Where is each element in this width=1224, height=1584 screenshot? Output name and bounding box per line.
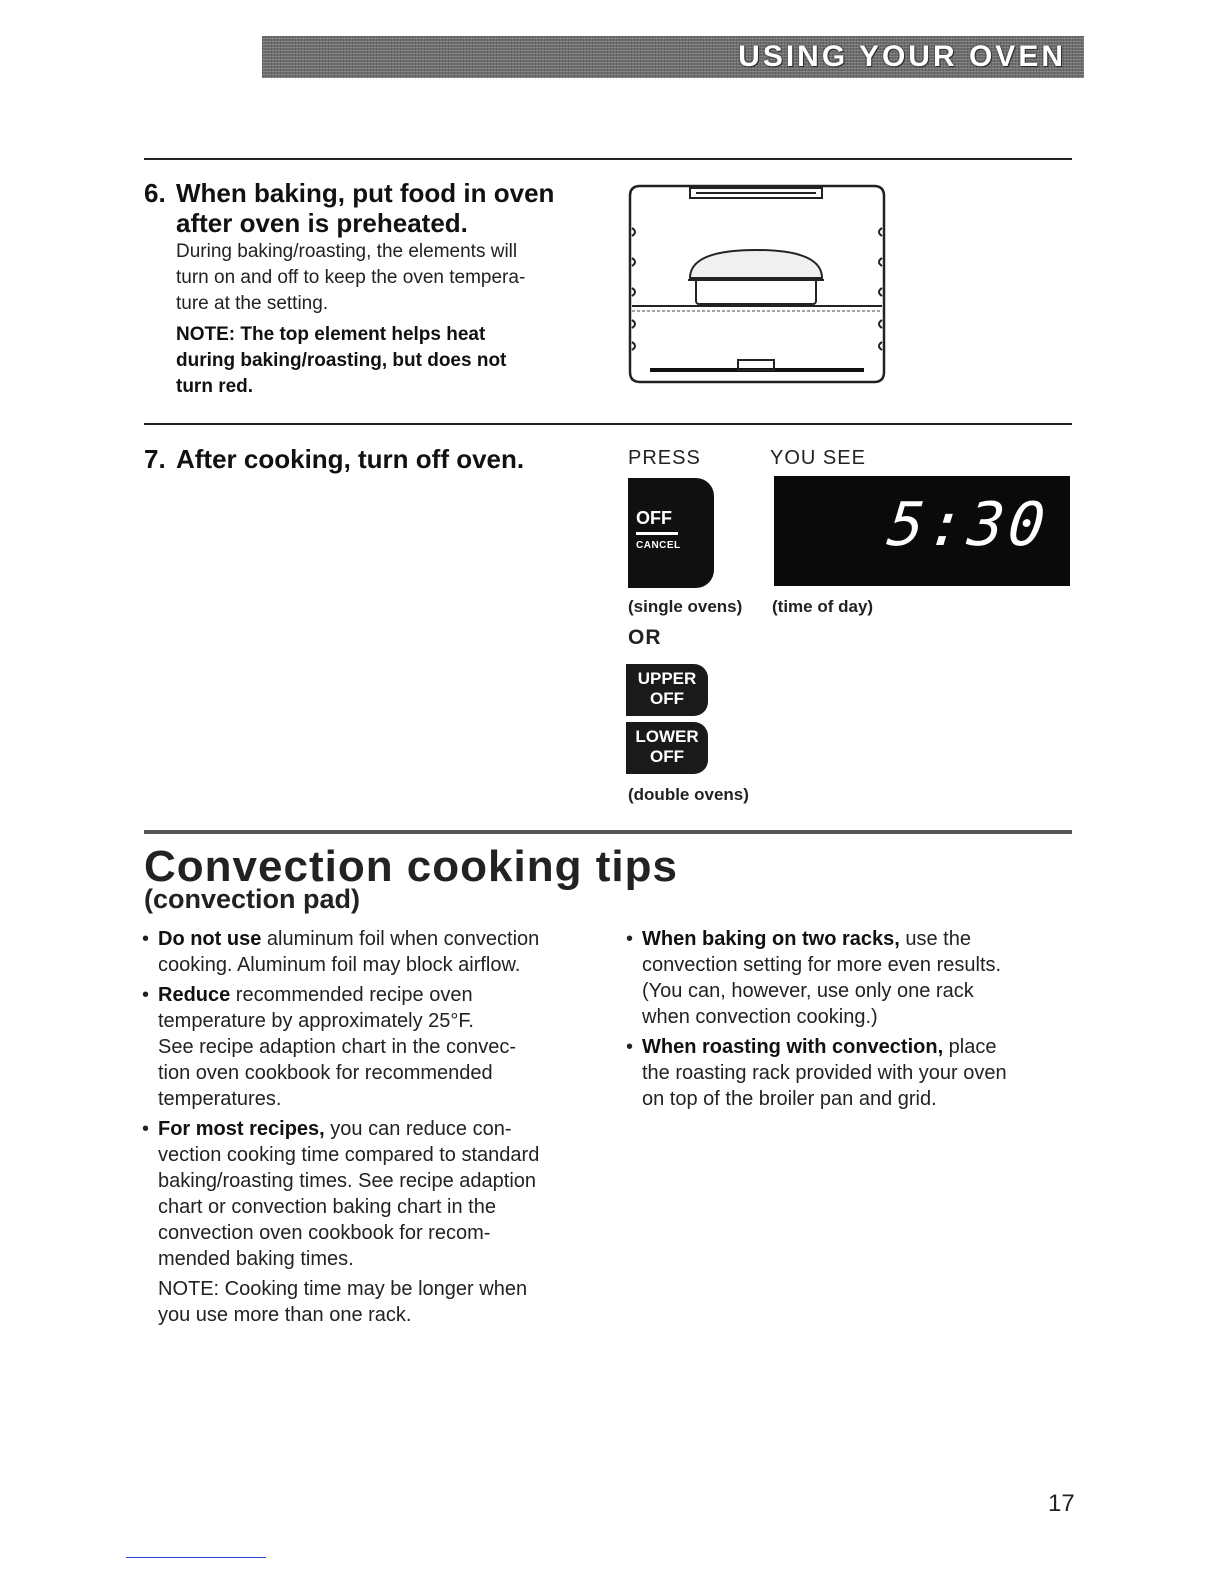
page-number: 17: [1048, 1490, 1075, 1517]
convection-note: [142, 1276, 602, 1328]
step6-note: [176, 322, 596, 400]
step6-body-line: During baking/roasting, the elements will: [176, 241, 518, 262]
divider-top: [144, 158, 1072, 160]
step7-heading: [144, 444, 524, 474]
off-pad-divider: [636, 532, 678, 535]
tip-text: place: [943, 1036, 997, 1058]
tip-text: temperature by approximately 25°F.: [158, 1010, 474, 1032]
header-title: USING YOUR OVEN: [738, 40, 1066, 73]
bullet-dot-icon: •: [626, 928, 634, 950]
clock-display: [774, 476, 1070, 586]
off-cancel-pad[interactable]: [628, 478, 714, 588]
upper-pad-off-label: OFF: [650, 689, 684, 708]
step6-body: [176, 239, 596, 317]
step6-heading: [144, 178, 554, 238]
cancel-pad-label: CANCEL: [636, 540, 681, 551]
bullet-dot-icon: •: [142, 1118, 150, 1140]
lower-pad-label: LOWER: [635, 727, 699, 746]
divider-middle: [144, 423, 1072, 425]
tip-text: aluminum foil when convection: [261, 928, 540, 950]
step7-number: 7.: [144, 444, 166, 474]
tip-text: the roasting rack provided with your oven: [642, 1062, 1007, 1084]
tip-item: [626, 926, 1076, 1030]
tip-text: vection cooking time compared to standard: [158, 1144, 540, 1166]
time-of-day-caption: (time of day): [772, 597, 874, 616]
tip-text: cooking. Aluminum foil may block airflow.: [158, 954, 521, 976]
tip-text: mended baking times.: [158, 1248, 354, 1270]
tip-text: tion oven cookbook for recommended: [158, 1062, 493, 1084]
single-ovens-caption: (single ovens): [628, 597, 743, 616]
tip-text: baking/roasting times. See recipe adaption: [158, 1170, 537, 1192]
step6-note-line: turn red.: [176, 376, 254, 397]
step6-heading-line1: When baking, put food in oven: [176, 178, 555, 208]
step6-number: 6.: [144, 178, 166, 208]
note-text: you use more than one rack.: [158, 1304, 412, 1326]
left-tips-column: [142, 926, 602, 1328]
tip-text: you can reduce con-: [324, 1118, 512, 1140]
step6-heading-line2: after oven is preheated.: [176, 208, 468, 238]
tip-text: (You can, however, use only one rack: [642, 980, 974, 1002]
section-title: Convection cooking tips: [144, 842, 678, 891]
tip-text: chart or convection baking chart in the: [158, 1196, 496, 1218]
tip-text: convection oven cookbook for recom-: [158, 1222, 491, 1244]
right-tips-column: [626, 926, 1076, 1116]
display-value: 5:30: [883, 490, 1052, 560]
note-text: Cooking time may be longer when: [219, 1278, 528, 1300]
bullet-dot-icon: •: [142, 984, 150, 1006]
tip-text: temperatures.: [158, 1088, 282, 1110]
tip-text: recommended recipe oven: [230, 984, 473, 1006]
tip-text: when convection cooking.): [642, 1006, 878, 1028]
divider-section: [144, 830, 1072, 834]
section-subtitle: (convection pad): [144, 884, 361, 914]
oven-cavity-illustration: [626, 180, 888, 386]
step6-note-line: during baking/roasting, but does not: [176, 350, 507, 371]
off-pad-label: OFF: [636, 508, 672, 528]
lower-pad-off-label: OFF: [650, 747, 684, 766]
step7-heading-text: After cooking, turn off oven.: [176, 444, 525, 474]
lower-off-pad[interactable]: [626, 722, 708, 774]
tip-item: [142, 1116, 602, 1272]
tip-text: on top of the broiler pan and grid.: [642, 1088, 937, 1110]
tip-bold: Reduce: [158, 984, 231, 1006]
upper-pad-label: UPPER: [637, 669, 697, 688]
tip-text: See recipe adaption chart in the convec-: [158, 1036, 516, 1058]
or-label: OR: [628, 626, 662, 649]
tip-bold: When baking on two racks,: [642, 928, 900, 950]
tip-bold: For most recipes,: [158, 1118, 325, 1140]
tip-text: use the: [899, 928, 971, 950]
tip-bold: When roasting with convection,: [642, 1036, 944, 1058]
tip-item: [626, 1034, 1076, 1112]
tip-text: convection setting for more even results.: [642, 954, 1002, 976]
you-see-label: YOU SEE: [770, 447, 866, 469]
press-label: PRESS: [628, 447, 701, 469]
bullet-dot-icon: •: [142, 928, 150, 950]
tip-item: [142, 926, 602, 978]
note-label: NOTE:: [158, 1278, 220, 1300]
upper-off-pad[interactable]: [626, 664, 708, 716]
bullet-dot-icon: •: [626, 1036, 634, 1058]
step6-note-line: NOTE: The top element helps heat: [176, 324, 486, 345]
step6-body-line: turn on and off to keep the oven tempera-: [176, 267, 526, 288]
header-banner: [262, 36, 1084, 78]
tip-item: [142, 982, 602, 1112]
footer-link-underline: [126, 1557, 266, 1558]
double-ovens-caption: (double ovens): [628, 785, 749, 804]
tip-bold: Do not use: [158, 928, 262, 950]
step6-body-line: ture at the setting.: [176, 293, 329, 314]
